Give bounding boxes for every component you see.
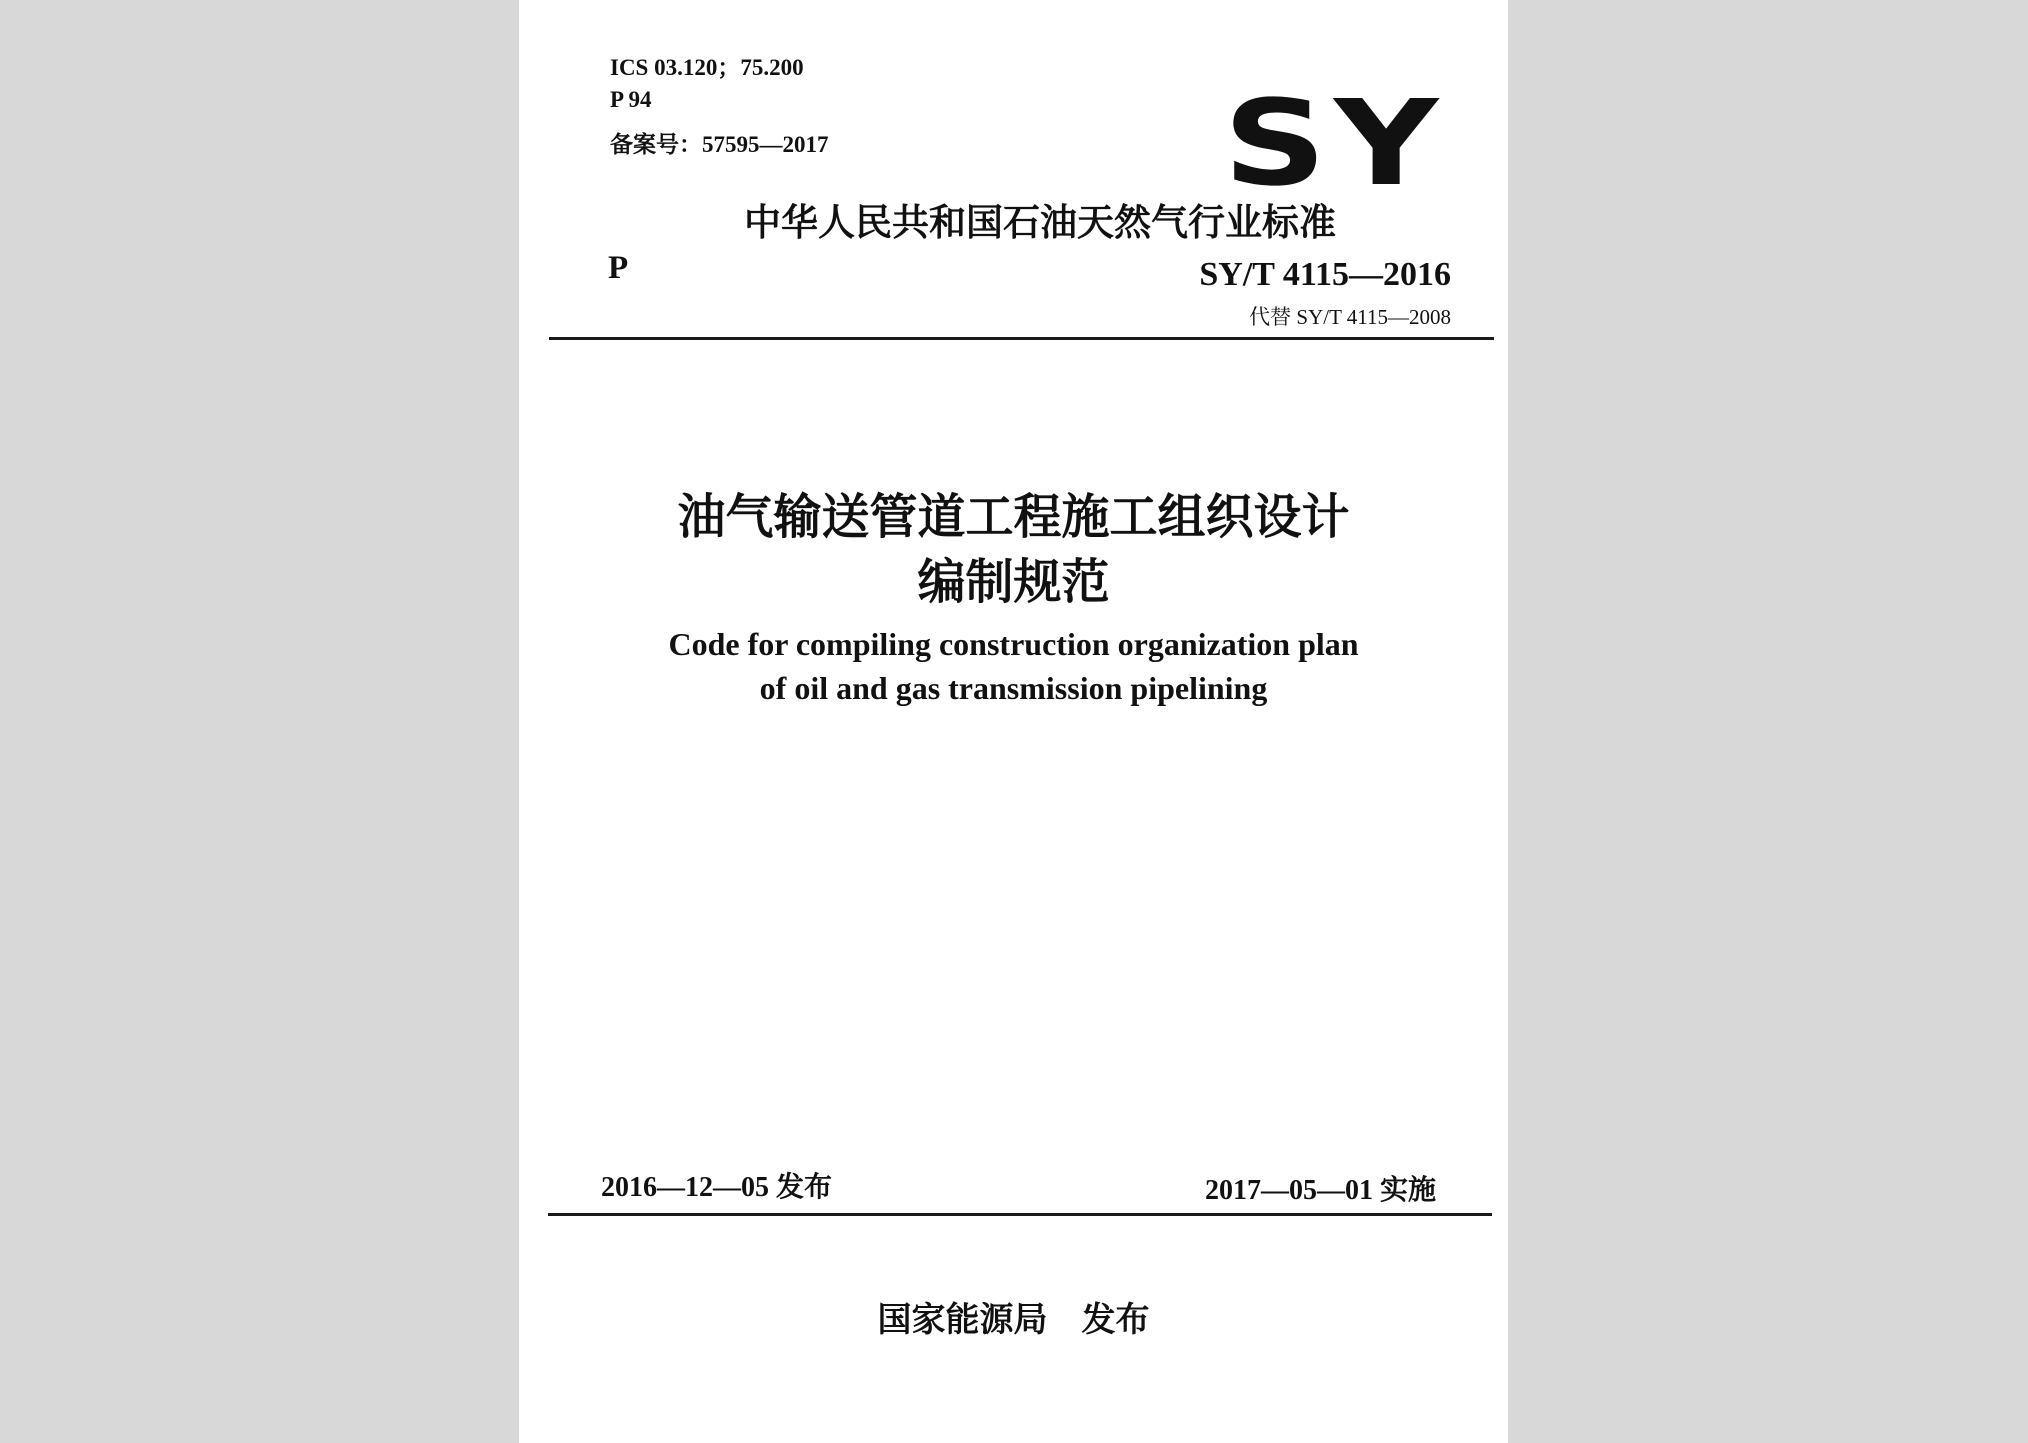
issuing-authority-line: 中华人民共和国石油天然气行业标准 — [744, 201, 1336, 244]
effective-date: 2017—05—01 实施 — [1204, 1175, 1436, 1206]
document-page — [519, 0, 1508, 1443]
ics-code: ICS 03.120；75.200 — [610, 55, 804, 80]
issue-date: 2016—12—05 发布 — [601, 1172, 833, 1203]
replaces-standard: 代替 SY/T 4115—2008 — [1249, 305, 1451, 329]
title-cn-line2: 编制规范 — [917, 554, 1110, 610]
title-cn-line1: 油气输送管道工程施工组织设计 — [677, 489, 1350, 545]
sy-logo: SY — [1223, 74, 1446, 212]
classification-code: P 94 — [610, 87, 652, 112]
footer-rule — [548, 1213, 1492, 1216]
publisher: 国家能源局 发布 — [877, 1300, 1150, 1340]
title-en-line1: Code for compiling construction organization plan — [668, 626, 1359, 662]
standard-number: SY/T 4115—2016 — [1199, 256, 1451, 293]
header-rule — [549, 337, 1494, 340]
record-number: 备案号：57595—2017 — [610, 132, 829, 157]
category-letter: P — [608, 250, 629, 286]
title-en-line2: of oil and gas transmission pipelining — [759, 670, 1268, 706]
